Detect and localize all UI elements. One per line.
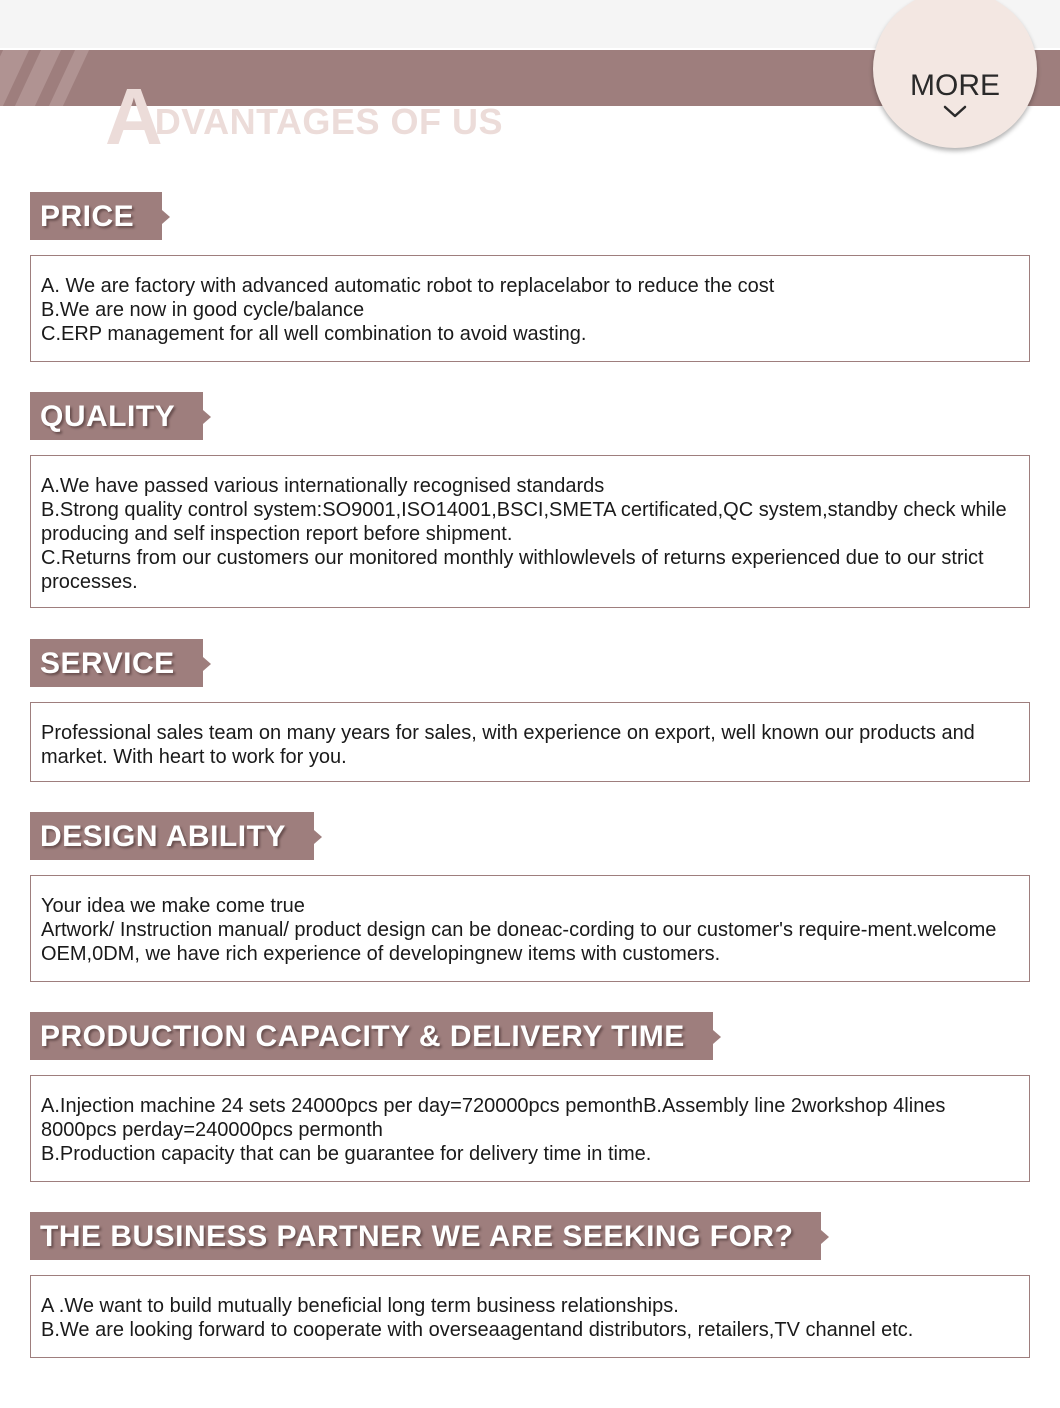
content-line: Professional sales team on many years for sales, with experience on export, well known our products and market. With heart to work for you. [41,722,975,768]
section-quality [30,392,1030,608]
section-price [30,192,1030,362]
title-text: DVANTAGES OF US [154,101,503,142]
page-title [105,22,503,161]
section-content [30,455,1030,608]
section-heading: SERVICE [30,639,203,687]
section-heading: QUALITY [30,392,203,440]
more-button[interactable] [873,0,1037,148]
section-content [30,1075,1030,1182]
content-line: C.ERP management for all well combination to avoid wasting. [41,323,587,345]
section-content [30,875,1030,982]
content-line: C.Returns from our customers our monitored monthly withlowlevels of returns experienced due to our strict processes. [41,547,984,593]
content-line: A .We want to build mutually beneficial long term business relationships. [41,1295,679,1317]
more-label: MORE [910,69,1000,102]
content-line: B.We are looking forward to cooperate with overseaagentand distributors, retailers,TV channel etc. [41,1319,914,1341]
section-business-partner [30,1212,1030,1358]
content-line: Artwork/ Instruction manual/ product design can be doneac-cording to our customer's require-ment.welcome OEM,0DM, we have rich experience of developingnew items with customers. [41,919,997,965]
section-design-ability [30,812,1030,982]
content-line: A.Injection machine 24 sets 24000pcs per day=720000pcs pemonthB.Assembly line 2workshop 4lines 8000pcs perday=240000pcs permonth [41,1095,946,1141]
section-production-capacity [30,1012,1030,1182]
title-initial: A [105,72,163,161]
section-content [30,702,1030,782]
section-heading: PRICE [30,192,162,240]
section-heading: DESIGN ABILITY [30,812,314,860]
content-line: B.Strong quality control system:SO9001,ISO14001,BSCI,SMETA certificated,QC system,standby check while producing and self inspection report before shipment. [41,499,1007,545]
section-service [30,639,1030,782]
section-heading: THE BUSINESS PARTNER WE ARE SEEKING FOR? [30,1212,821,1260]
content-line: A.We have passed various internationally recognised standards [41,475,605,497]
chevron-down-icon [942,104,968,120]
content-line: Your idea we make come true [41,895,305,917]
section-content [30,1275,1030,1358]
content-line: B.Production capacity that can be guarantee for delivery time in time. [41,1143,652,1165]
section-content [30,255,1030,362]
content-line: A. We are factory with advanced automatic robot to replacelabor to reduce the cost [41,275,775,297]
section-heading: PRODUCTION CAPACITY & DELIVERY TIME [30,1012,713,1060]
content-line: B.We are now in good cycle/balance [41,299,365,321]
